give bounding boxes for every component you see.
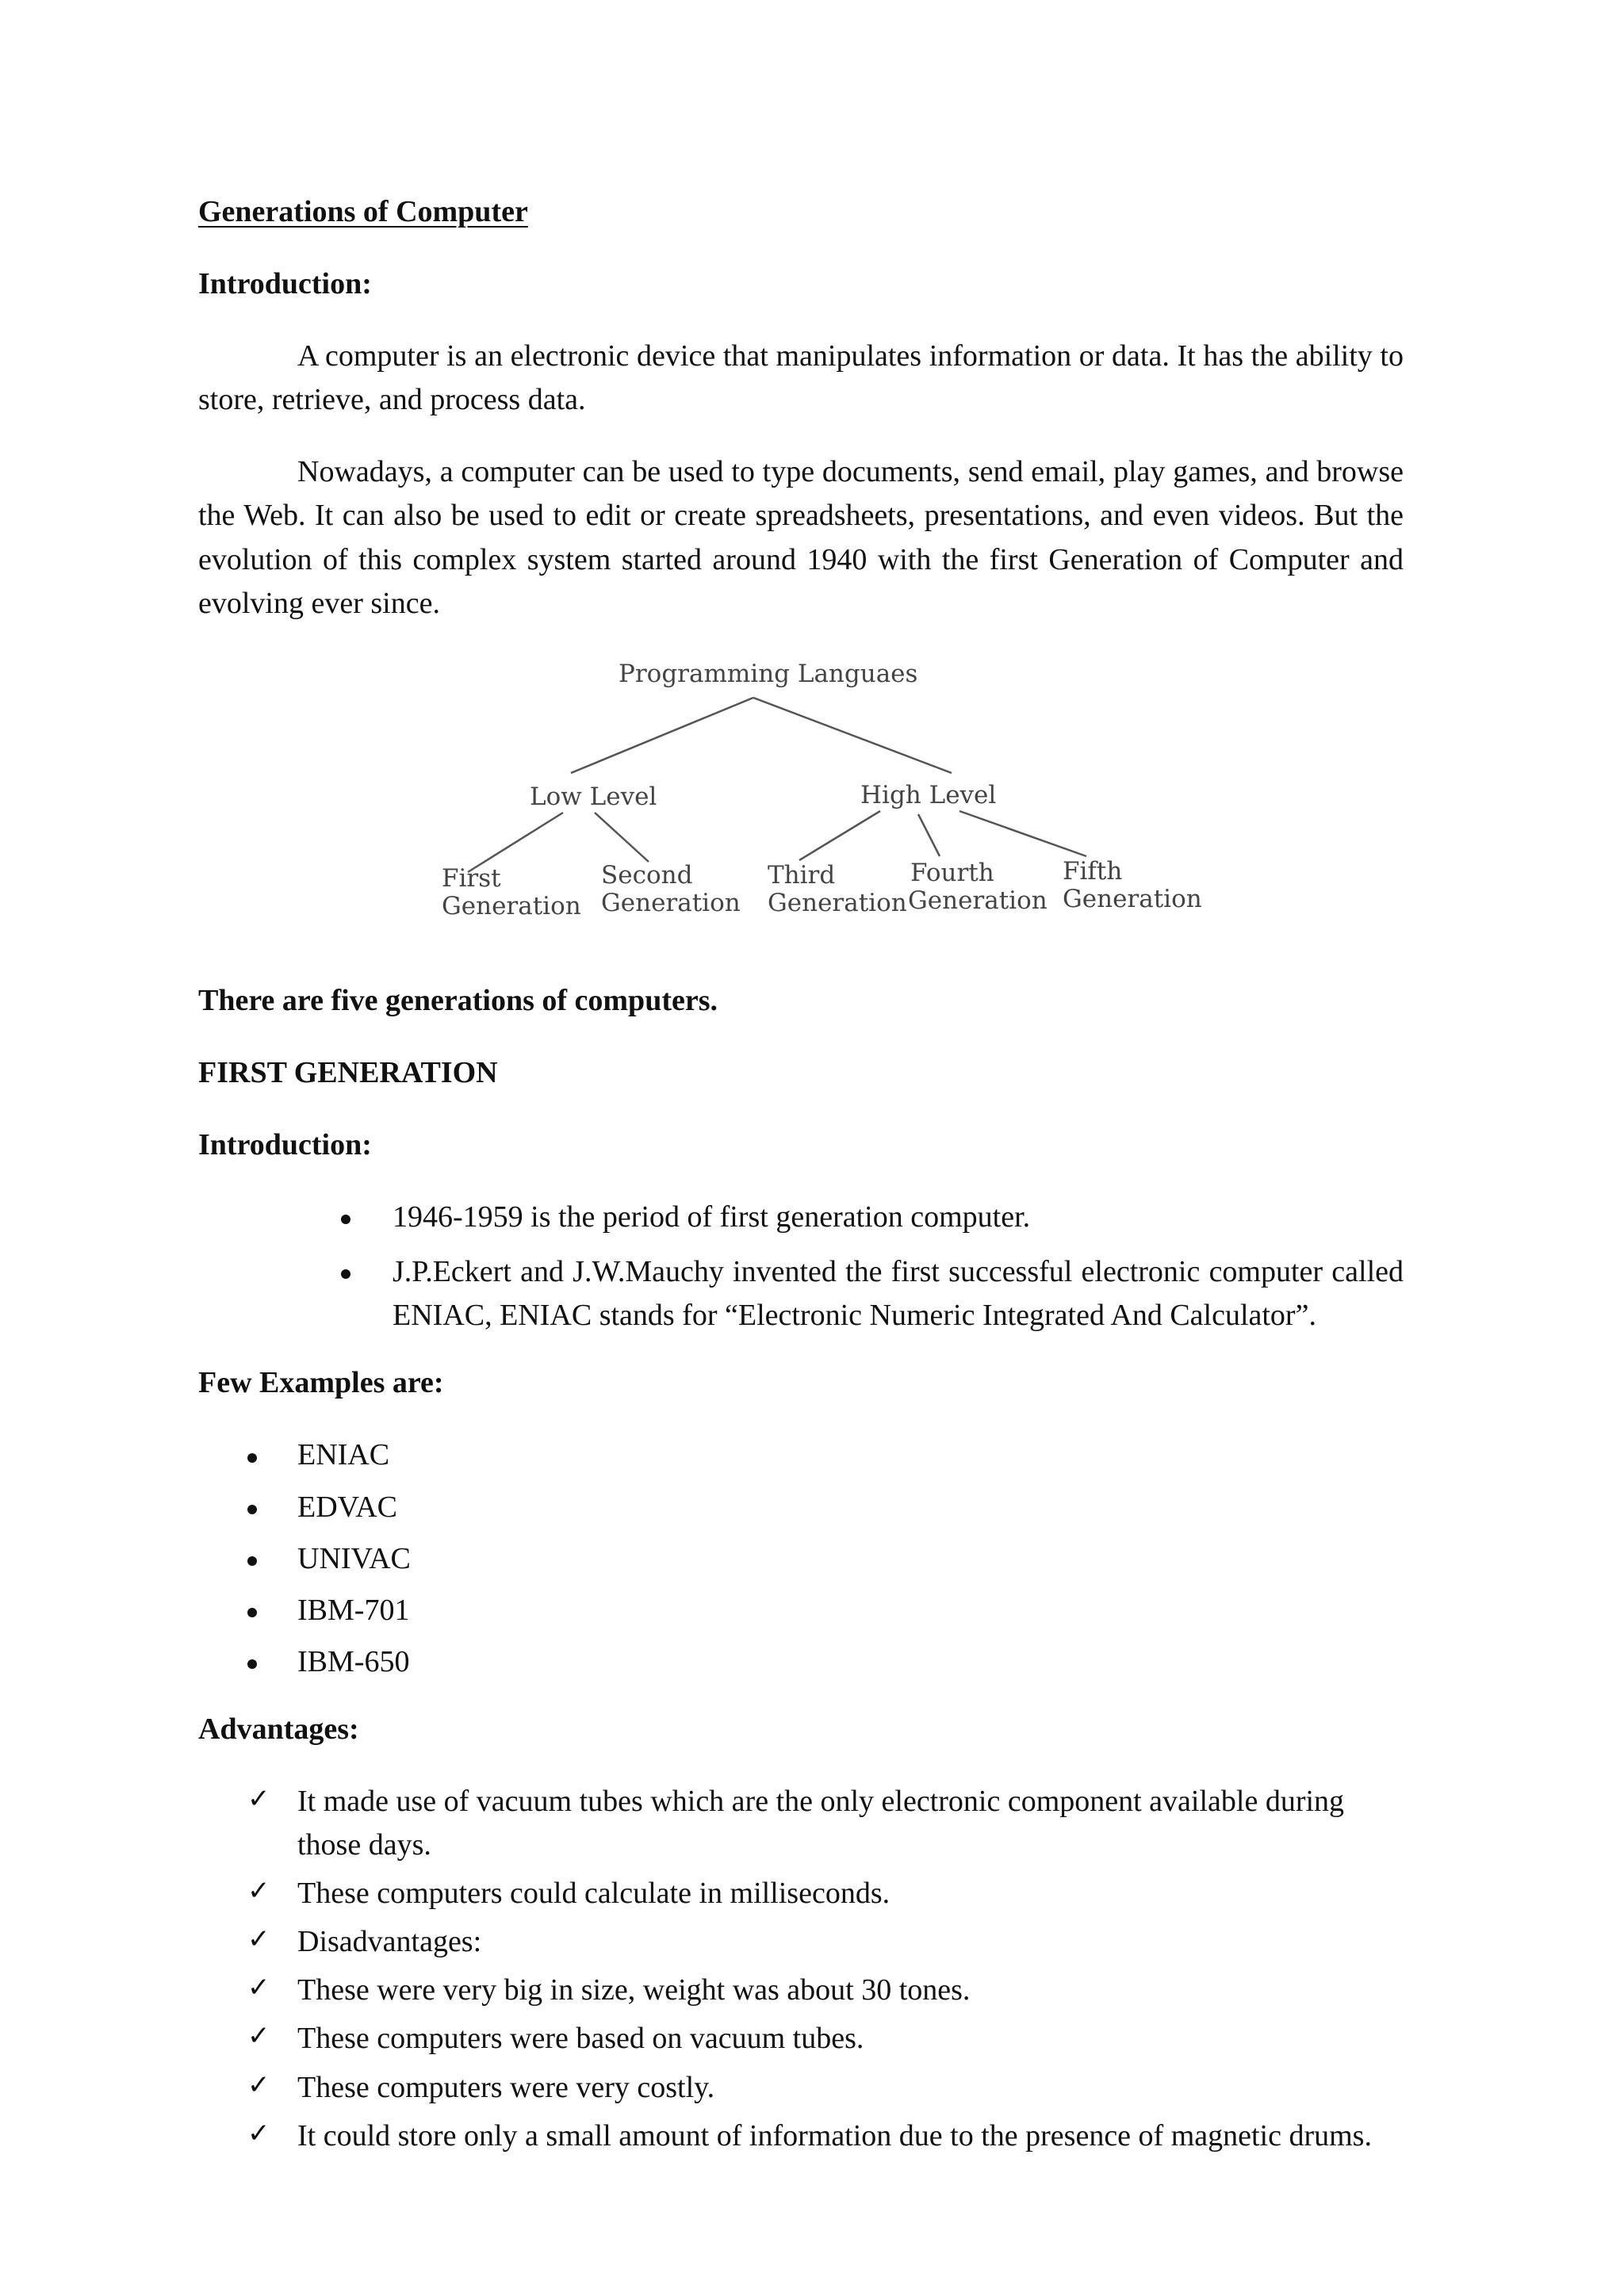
intro-point-text: J.P.Eckert and J.W.Mauchy invented the first successful electronic computer called ENIAC, ENIAC stands for “Electronic Numeric Integrated And Calculator”. <box>393 1255 1404 1333</box>
example-text: UNIVAC <box>297 1541 411 1575</box>
list-item <box>198 1537 1404 1581</box>
bullet-dot-icon <box>247 1486 257 1529</box>
connector-high-fourth <box>918 814 940 856</box>
list-item <box>198 2017 1404 2061</box>
diagram-leaf-fifth-line2: Generation <box>1063 884 1202 913</box>
list-item <box>198 2066 1404 2110</box>
programming-languages-diagram <box>198 654 1404 955</box>
intro-point-text: 1946-1959 is the period of first generation computer. <box>393 1200 1031 1234</box>
examples-list <box>198 1433 1404 1683</box>
first-generation-heading: FIRST GENERATION <box>198 1055 498 1089</box>
bullet-dot-icon <box>247 1433 257 1477</box>
checkmark-icon: ✓ <box>247 2020 270 2053</box>
diagram-high-level-label: High Level <box>860 780 997 809</box>
checkmark-icon: ✓ <box>247 1782 270 1815</box>
diagram-leaf-fifth-line1: Fifth <box>1063 856 1123 886</box>
advantage-text: These computers were based on vacuum tubes. <box>297 2022 864 2056</box>
list-item <box>198 1433 1404 1477</box>
example-text: EDVAC <box>297 1490 397 1524</box>
diagram-leaf-third-line2: Generation <box>768 888 907 917</box>
first-generation-intro-heading: Introduction: <box>198 1127 372 1161</box>
diagram-leaf-second-line2: Generation <box>601 888 741 917</box>
diagram-leaf-first-line2: Generation <box>442 891 581 920</box>
five-generations-heading: There are five generations of computers. <box>198 983 718 1017</box>
intro-paragraph-1: A computer is an electronic device that manipulates information or data. It has the ability to store, retrieve, and process data. <box>198 339 1404 417</box>
advantage-text: These computers could calculate in milliseconds. <box>297 1877 891 1911</box>
advantages-list <box>198 1780 1404 2158</box>
checkmark-icon: ✓ <box>247 2117 270 2149</box>
list-item <box>198 1780 1404 1867</box>
document-page <box>198 190 1404 2182</box>
bullet-dot-icon <box>341 1196 350 1239</box>
diagram-svg <box>198 654 1404 955</box>
checkmark-icon: ✓ <box>247 2068 270 2101</box>
example-text: IBM-701 <box>297 1593 410 1627</box>
connector-low-first <box>468 813 563 872</box>
diagram-leaf-second-line1: Second <box>601 860 693 890</box>
advantage-text: It made use of vacuum tubes which are the only electronic component available during those days. <box>297 1784 1345 1862</box>
connector-low-second <box>595 813 649 862</box>
connector-root-high <box>753 698 952 773</box>
bullet-dot-icon <box>247 1589 257 1632</box>
first-generation-intro-list <box>198 1196 1404 1337</box>
bullet-dot-icon <box>247 1640 257 1684</box>
intro-heading: Introduction: <box>198 267 372 301</box>
checkmark-icon: ✓ <box>247 1923 270 1956</box>
document-title: Generations of Computer <box>198 195 528 228</box>
diagram-leaf-third-line1: Third <box>768 860 836 890</box>
connector-root-low <box>571 698 753 773</box>
list-item <box>198 1196 1404 1239</box>
bullet-dot-icon <box>341 1250 350 1294</box>
checkmark-icon: ✓ <box>247 1972 270 2004</box>
list-item <box>198 1589 1404 1632</box>
list-item <box>198 1640 1404 1684</box>
list-item <box>198 1486 1404 1529</box>
advantage-text: Disadvantages: <box>297 1925 482 1959</box>
connector-high-third <box>799 811 880 860</box>
example-text: ENIAC <box>297 1438 390 1472</box>
advantage-text: It could store only a small amount of information due to the presence of magnetic drums. <box>297 2118 1372 2152</box>
example-text: IBM-650 <box>297 1644 410 1678</box>
diagram-low-level-label: Low Level <box>530 782 657 811</box>
advantage-text: These computers were very costly. <box>297 2070 715 2104</box>
list-item <box>198 1872 1404 1915</box>
connector-high-fifth <box>959 811 1086 856</box>
bullet-dot-icon <box>247 1537 257 1581</box>
intro-paragraph-2: Nowadays, a computer can be used to type documents, send email, play games, and browse the Web. It can also be used to edit or create spreadsheets, presentations, and even videos. But the evolution of this complex system started around 1940 with the first Generation of Computer and evolving ever since. <box>198 455 1404 620</box>
checkmark-icon: ✓ <box>247 1875 270 1908</box>
list-item <box>198 2114 1404 2158</box>
advantage-text: These were very big in size, weight was about 30 tones. <box>297 1973 971 2007</box>
advantages-heading: Advantages: <box>198 1712 359 1746</box>
examples-heading: Few Examples are: <box>198 1366 444 1400</box>
diagram-leaf-first-line1: First <box>442 863 501 893</box>
diagram-root-label: Programming Languaes <box>619 659 918 688</box>
list-item <box>198 1920 1404 1964</box>
diagram-leaf-fourth-line2: Generation <box>908 886 1048 915</box>
diagram-leaf-fourth-line1: Fourth <box>910 858 994 887</box>
list-item <box>198 1969 1404 2012</box>
list-item <box>198 1250 1404 1337</box>
